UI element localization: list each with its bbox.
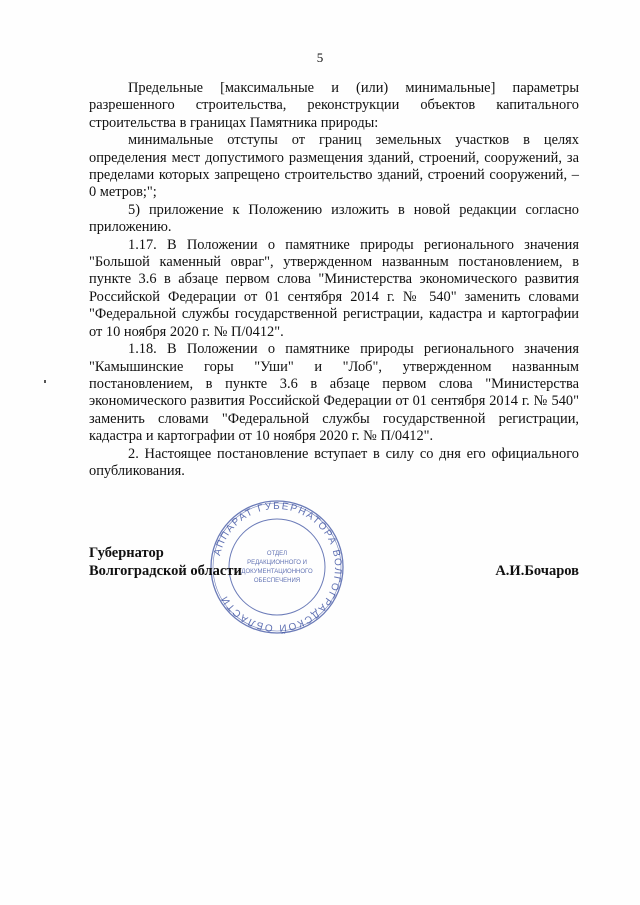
scan-speck: [44, 380, 46, 383]
paragraph-item-1-17: 1.17. В Положении о памятнике природы регионального значения "Большой каменный овраг", утвержденном названным постановлением, в пункте 3.6 в абзаце первом слова "Министерства экономического развития Российской Федерации от 01 сентября 2014 г. № 540" заменить словами "Федеральной службы государственной регистрации, кадастра и картографии от 10 ноября 2020 г. № П/0412".: [89, 236, 579, 340]
seal-inner-line-4: ОБЕСПЕЧЕНИЯ: [253, 578, 301, 584]
signatory-position-line-2: Волгоградской области: [89, 563, 242, 579]
page-number: 5: [316, 50, 324, 65]
seal-inner-line-2: РЕДАКЦИОННОГО И: [247, 560, 307, 566]
seal-inner-line-3: ДОКУМЕНТАЦИОННОГО: [241, 569, 313, 575]
signatory-name: А.И.Бочаров: [495, 563, 579, 579]
seal-inner-line-1: ОТДЕЛ: [266, 551, 288, 557]
paragraph-item-1-18: 1.18. В Положении о памятнике природы регионального значения "Камышинские горы "Уши" и "Лоб", утвержденном названным постановлением, в пункте 3.6 в абзаце первом слова "Министерства экономического развития Российской Федерации от 01 сентября 2014 г. № 540" заменить словами "Федеральной службы государственной регистрации, кадастра и картографии от 10 ноября 2020 г. № П/0412".: [89, 341, 579, 445]
document-body: [89, 80, 579, 480]
signature-block: [89, 544, 579, 604]
paragraph-min-setbacks: минимальные отступы от границ земельных участков в целях определения мест допустимого размещения зданий, строений, сооружений, за пределами которых запрещено строительство зданий, строений сооружений, – 0 метров;";: [89, 132, 579, 201]
paragraph-item-2-effective: 2. Настоящее постановление вступает в силу со дня его официального опубликования.: [89, 445, 579, 479]
signatory-position: [89, 544, 242, 580]
paragraph-params-heading: Предельные [максимальные и (или) минимальные] параметры разрешенного строительства, реконструкции объектов капитального строительства в границах Памятника природы:: [89, 80, 579, 131]
signatory-position-line-1: Губернатор: [89, 545, 164, 561]
seal-ring-text: АППАРАТ ГУБЕРНАТОРА ВОЛГОГРАДСКОЙ ОБЛАСТИ: [212, 500, 344, 634]
paragraph-annex-item-5: 5) приложение к Положению изложить в новой редакции согласно приложению.: [89, 201, 579, 236]
